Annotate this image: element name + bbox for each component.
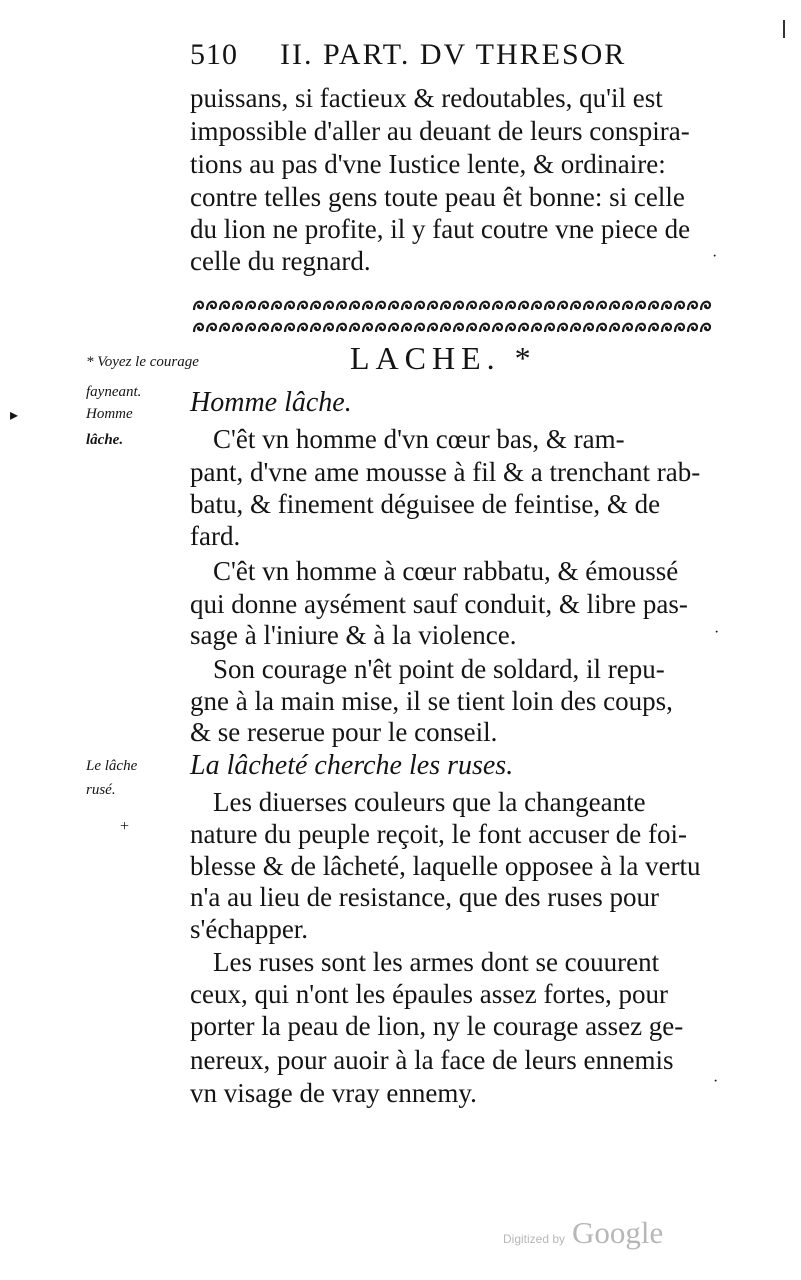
text-line: nereux, pour auoir à la face de leurs ennemis (190, 1045, 674, 1075)
text-line: Son courage n'êt point de soldard, il repu- (213, 654, 665, 684)
text-line: vn visage de vray ennemy. (190, 1078, 477, 1108)
text-line: gne à la main mise, il se tient loin des coups, (190, 686, 673, 716)
digitizer-watermark (503, 1215, 683, 1255)
scan-speck: · (714, 624, 720, 641)
margin-note-faineant: fayneant. (86, 384, 142, 400)
text-line: pant, d'vne ame mousse à fil & a trenchant rab- (190, 457, 701, 487)
margin-note-homme: Homme (86, 406, 133, 422)
digitizer-prefix: Digitized by (503, 1232, 566, 1246)
scan-speck: · (712, 248, 718, 265)
text-line: contre telles gens toute peau êt bonne: si celle (190, 182, 685, 212)
text-line: impossible d'aller au deuant de leurs conspira- (190, 116, 690, 146)
digitizer-logo: Google (572, 1215, 664, 1250)
text-line: Les diuerses couleurs que la changeante (213, 787, 646, 817)
text-line: qui donne aysément sauf conduit, & libre pas- (190, 589, 688, 619)
running-head (190, 38, 710, 78)
text-line: n'a au lieu de resistance, que des ruses pour (190, 882, 659, 912)
text-line: ceux, qui n'ont les épaules assez fortes, pour (190, 979, 668, 1009)
text-line: du lion ne profite, il y faut coutre vne piece de (190, 214, 691, 244)
text-line: celle du regnard. (190, 246, 371, 276)
margin-cross-reference: * Voyez le courage (86, 354, 199, 370)
section-heading: LACHE. * (350, 340, 537, 376)
text-line: C'êt vn homme à cœur rabbatu, & émoussé (213, 556, 679, 586)
scan-speck: · (713, 1073, 719, 1090)
page-number: 510 (190, 38, 238, 71)
text-line: C'êt vn homme d'vn cœur bas, & ram- (213, 424, 625, 454)
scan-edge-mark (783, 20, 785, 38)
margin-bullet: ▸ (10, 407, 19, 424)
text-line: fard. (190, 521, 241, 551)
text-line: & se reserue pour le conseil. (190, 717, 498, 747)
text-line: sage à l'iniure & à la violence. (190, 620, 517, 650)
text-line: blesse & de lâcheté, laquelle opposee à la vertu (190, 851, 701, 881)
subheading-lachete-ruses: La lâcheté cherche les ruses. (190, 750, 514, 781)
margin-note-ruse: rusé. (86, 782, 116, 798)
text-line: porter la peau de lion, ny le courage assez ge- (190, 1011, 684, 1041)
text-line: tions au pas d'vne Iustice lente, & ordinaire: (190, 149, 666, 179)
ornament-divider (192, 294, 712, 338)
text-line: puissans, si factieux & redoutables, qu'il est (190, 83, 663, 113)
text-line: nature du peuple reçoit, le font accuser de foi- (190, 819, 688, 849)
text-line: Les ruses sont les armes dont se couurent (213, 947, 660, 977)
text-line: s'échapper. (190, 914, 309, 944)
ornament-scroll-icon (192, 294, 712, 338)
margin-tick-mark: + (120, 818, 130, 835)
margin-note-lache: lâche. (86, 432, 124, 448)
margin-note-le-lache: Le lâche (86, 758, 138, 774)
running-title: II. PART. DV THRESOR (280, 38, 627, 71)
text-line: batu, & finement déguisee de feintise, & de (190, 489, 661, 519)
subheading-homme-lache: Homme lâche. (190, 387, 352, 418)
